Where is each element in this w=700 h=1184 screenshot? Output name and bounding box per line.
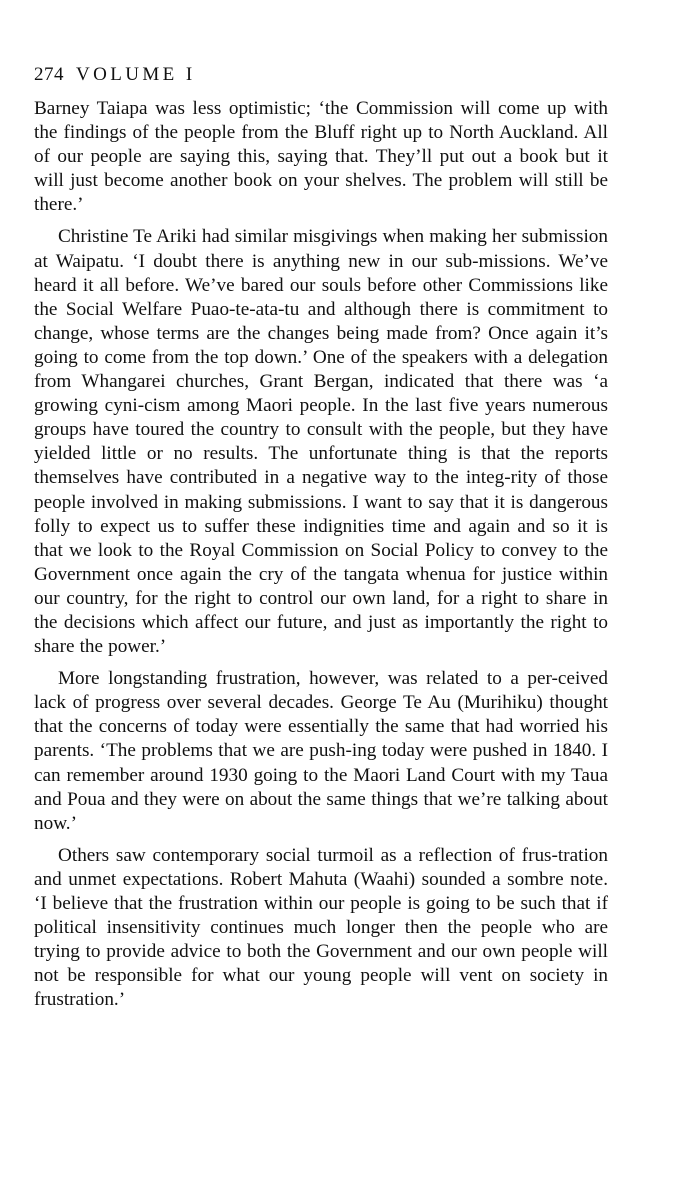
paragraph-robert-mahuta: Others saw contemporary social turmoil as a reflection of frus-tration and unmet expectations. Robert Mahuta (Waahi) sounded a sombre note. ‘I believe that the frustration within our people is going to be such that if political insensitivity continues much longer then the people who are trying to provide advice to both the Government and our own people will not be responsible for what our young people will vent on society in frustration.’ — [34, 844, 608, 1011]
volume-title: VOLUME I — [76, 64, 196, 85]
page-number: 274 — [34, 64, 64, 85]
running-head — [34, 64, 608, 86]
book-page — [34, 64, 608, 1012]
paragraph-christine-te-ariki: Christine Te Ariki had similar misgivings when making her submission at Waipatu. ‘I doubt there is anything new in our sub-missions. We’ve heard it all before. We’ve bared our souls before other Commissions like the Social Welfare Puao-te-ata-tu and although there is commitment to change, whose terms are the changes being made from? Once again it’s going to come from the top down.’ One of the speakers with a delegation from Whangarei churches, Grant Bergan, indicated that there was ‘a growing cyni-cism among Maori people. In the last five years numerous groups have toured the country to consult with the people, but they have yielded little or no results. The unfortunate thing is that the reports themselves have contributed in a negative way to the integ-rity of those people involved in making submissions. I want to say that it is dangerous folly to expect us to suffer these indignities time and again and so it is that we look to the Royal Commission on Social Policy to convey to the Government once again the cry of the tangata whenua for justice within our country, for the right to control our own land, for a right to share in the decisions which affect our future, and just as importantly the right to share the power.’ — [34, 226, 608, 658]
paragraph-barney-taiapa: Barney Taiapa was less optimistic; ‘the Commission will come up with the findings of the people from the Bluff right up to North Auckland. All of our people are saying this, saying that. They’ll put out a book but it will just become another book on your shelves. The problem will still be there.’ — [34, 98, 608, 216]
paragraph-george-te-au: More longstanding frustration, however, was related to a per-ceived lack of progress over several decades. George Te Au (Murihiku) thought that the concerns of today were essentially the same that had worried his parents. ‘The problems that we are push-ing today were pushed in 1840. I can remember around 1930 going to the Maori Land Court with my Taua and Poua and they were on about the same things that we’re talking about now.’ — [34, 668, 608, 834]
